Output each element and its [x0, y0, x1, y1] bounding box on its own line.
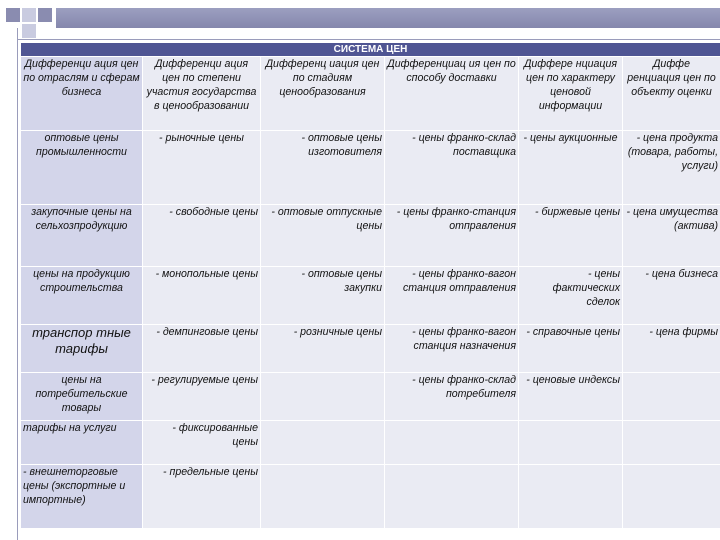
price-system-table	[20, 42, 720, 529]
header-cell: Дифференц иация цен по стадиям ценообразования	[261, 57, 385, 131]
table-cell: закупочные цены на сельхозпродукцию	[21, 205, 143, 267]
divider	[17, 39, 720, 40]
table-cell	[385, 465, 519, 529]
table-cell: транспор тные тарифы	[21, 325, 143, 373]
header-cell: Диффе ренциация цен по объекту оценки	[623, 57, 720, 131]
table-title: СИСТЕМА ЦЕН	[21, 43, 720, 57]
table-cell	[623, 373, 720, 421]
table-cell: - ценовые индексы	[519, 373, 623, 421]
table-cell: - цена имущества (актива)	[623, 205, 720, 267]
table-cell: оптовые цены промышленности	[21, 131, 143, 205]
header-cell: Диффере нциация цен по характеру ценовой информации	[519, 57, 623, 131]
table-cell: - предельные цены	[143, 465, 261, 529]
table-cell: - свободные цены	[143, 205, 261, 267]
table-cell: - справочные цены	[519, 325, 623, 373]
table-cell	[623, 465, 720, 529]
header-bar	[56, 8, 720, 28]
table-cell	[519, 421, 623, 465]
table-cell	[623, 421, 720, 465]
header-cell: Дифференци ация цен по степени участия государства в ценообразовании	[143, 57, 261, 131]
table-cell: - монопольные цены	[143, 267, 261, 325]
table-cell: - рыночные цены	[143, 131, 261, 205]
table-cell: - оптовые цены закупки	[261, 267, 385, 325]
table-cell: - розничные цены	[261, 325, 385, 373]
decorative-square	[6, 8, 20, 22]
table-cell: - цены аукционные	[519, 131, 623, 205]
table-cell	[261, 421, 385, 465]
table-cell: - цены франко-вагон станция отправления	[385, 267, 519, 325]
table-cell: цены на продукцию строительства	[21, 267, 143, 325]
table-cell: - внешнеторговые цены (экспортные и импортные)	[21, 465, 143, 529]
table-cell: цены на потребительские товары	[21, 373, 143, 421]
table-cell	[519, 465, 623, 529]
table-cell: - цены фактических сделок	[519, 267, 623, 325]
table-cell: - фиксированные цены	[143, 421, 261, 465]
divider	[17, 28, 18, 540]
table-cell: - оптовые цены изготовителя	[261, 131, 385, 205]
table-cell: - цены франко-вагон станция назначения	[385, 325, 519, 373]
table-cell: - цена бизнеса	[623, 267, 720, 325]
decorative-square	[22, 24, 36, 38]
table-cell	[261, 465, 385, 529]
table-cell: тарифы на услуги	[21, 421, 143, 465]
decorative-square	[22, 8, 36, 22]
table-cell: - демпинговые цены	[143, 325, 261, 373]
table-cell: - цены франко-склад поставщика	[385, 131, 519, 205]
table-cell: - регулируемые цены	[143, 373, 261, 421]
table-cell: - биржевые цены	[519, 205, 623, 267]
table-cell: - цена фирмы	[623, 325, 720, 373]
table-cell	[385, 421, 519, 465]
header-cell: Дифференциац ия цен по способу доставки	[385, 57, 519, 131]
header-cell: Дифференци ация цен по отраслям и сферам бизнеса	[21, 57, 143, 131]
table-cell: - цены франко-станция отправления	[385, 205, 519, 267]
table-cell: - цена продукта (товара, работы, услуги)	[623, 131, 720, 205]
table-cell	[261, 373, 385, 421]
decorative-square	[38, 8, 52, 22]
table-cell: - оптовые отпускные цены	[261, 205, 385, 267]
table-cell: - цены франко-склад потребителя	[385, 373, 519, 421]
